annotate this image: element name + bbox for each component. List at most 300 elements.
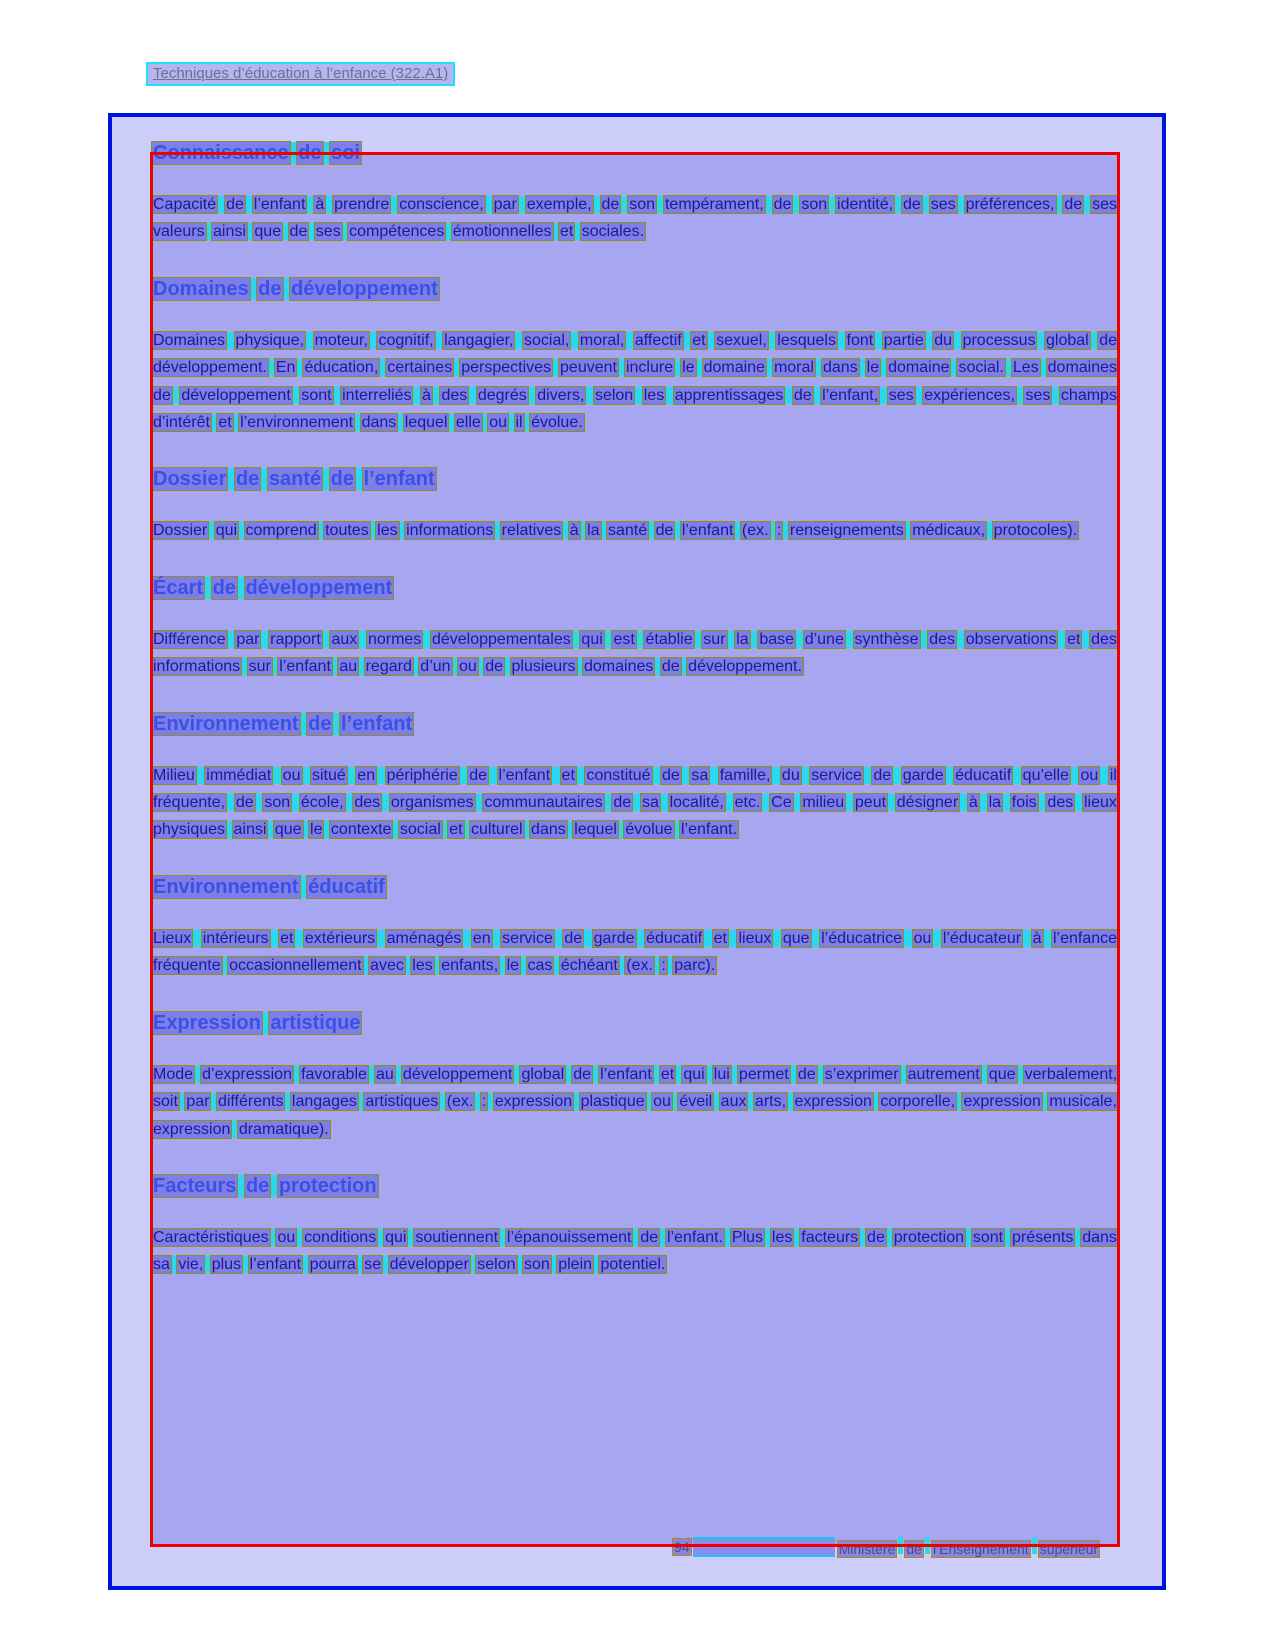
space-highlight [1052,387,1059,404]
word-highlight: degrés [477,386,527,404]
space-highlight [1018,1066,1023,1083]
word-highlight: désigner [896,794,959,812]
word-highlight: sur [703,630,726,648]
glossary-content [151,142,1119,1557]
word-highlight: parc). [674,957,716,975]
space-highlight [888,794,895,811]
word-highlight: Environnement [153,712,299,735]
space-highlight [846,631,853,648]
glossary-definition [151,517,1119,544]
space-highlight [356,468,362,490]
word-highlight: de [1064,196,1083,213]
word-highlight: garde [593,929,635,947]
ministry-label [837,1537,1100,1557]
word-highlight: des [354,794,381,812]
word-highlight: informations [406,522,494,540]
word-highlight: et [449,821,463,839]
word-highlight: domaine [703,359,765,377]
word-highlight: il [1109,766,1117,784]
space-highlight [887,1229,892,1246]
word-highlight: l’environnement [240,414,354,432]
word-highlight: de [773,196,792,213]
space-highlight [586,387,593,404]
word-highlight: Capacité [153,196,217,213]
space-highlight [714,1093,718,1110]
space-highlight [893,767,901,784]
space-highlight [766,196,772,213]
word-highlight: ou [913,929,932,947]
word-highlight: contexte [330,821,392,839]
word-highlight: constitué [586,766,651,784]
word-highlight: favorable [301,1065,367,1083]
word-highlight: éducatif [308,875,385,898]
word-highlight: qui [581,630,603,648]
space-highlight [653,767,661,784]
word-highlight: moral [773,359,814,377]
word-highlight: expression [153,1120,231,1138]
word-highlight: extérieurs [304,929,376,947]
space-highlight [880,387,887,404]
word-highlight: lui [713,1065,730,1083]
word-highlight: interreliés [342,386,412,404]
word-highlight: : [661,957,666,975]
space-highlight [486,196,492,213]
word-highlight: toutes [325,522,369,540]
word-highlight: par [186,1093,210,1111]
word-highlight: permet [738,1065,789,1083]
word-highlight: de [906,1541,922,1557]
word-highlight: ou [653,1093,671,1111]
word-highlight: processus [962,331,1036,349]
word-highlight: l’enfant [249,1256,302,1274]
word-highlight: ainsi [213,223,246,241]
word-highlight: Dossier [153,522,208,540]
word-highlight: de [573,1065,592,1083]
word-highlight: fréquente, [153,794,226,812]
word-highlight: école, [300,794,344,812]
word-highlight: dramatique). [238,1120,329,1138]
footer-tab-highlight [693,1537,835,1557]
space-highlight [292,794,299,811]
word-highlight: et [713,929,727,947]
word-highlight: etc. [734,794,761,812]
word-highlight: moteur, [314,331,368,349]
word-highlight: et [561,766,575,784]
word-highlight: culturel [471,821,523,839]
word-highlight: ainsi [233,821,267,839]
glossary-term [151,140,1119,167]
word-highlight: l’enfant. [680,821,738,839]
word-highlight: l’enfant [363,468,435,491]
word-highlight: dans [531,821,566,839]
word-highlight: ou [282,766,301,784]
word-highlight: des [1091,630,1117,648]
word-highlight: perspectives [461,359,552,377]
space-highlight [666,387,673,404]
space-highlight [1041,359,1046,376]
word-highlight: sociales. [581,223,645,241]
word-highlight: elle [455,414,481,432]
word-highlight: médicaux, [912,522,986,540]
space-highlight [295,930,303,947]
space-highlight [521,957,525,974]
word-highlight: avec [370,957,404,975]
word-highlight: soi [331,142,360,164]
word-highlight: sa [641,794,659,812]
space-highlight [271,930,279,947]
space-highlight [463,930,471,947]
word-highlight: de [226,196,244,213]
word-highlight: et [559,223,574,241]
space-highlight [303,1256,307,1273]
word-highlight: lieux [1083,794,1117,812]
space-highlight [355,414,359,431]
word-highlight: ses [1092,196,1118,213]
word-highlight: Lieux [153,929,192,947]
word-highlight: langagier, [444,331,514,349]
space-highlight [987,522,991,539]
glossary-term [151,711,1119,738]
word-highlight: plusieurs [511,658,576,676]
word-highlight: l’éducatrice [821,929,903,947]
word-highlight: : [776,522,782,540]
word-highlight: de [564,929,583,947]
word-highlight: artistiques [365,1093,439,1111]
word-highlight: et [280,929,294,947]
word-highlight: Ministère [838,1541,896,1557]
word-highlight: moral, [579,331,625,349]
space-highlight [773,930,781,947]
glossary-definition [151,626,1119,681]
space-highlight [980,794,987,811]
word-highlight: à [569,522,579,540]
word-highlight: Environnement [153,875,299,898]
word-highlight: de [258,277,282,300]
word-highlight: expression [794,1093,872,1111]
word-highlight: l’enfant [279,658,331,676]
word-highlight: Mode [153,1065,194,1083]
space-highlight [846,794,853,811]
word-highlight: éveil [679,1093,713,1111]
word-highlight: sa [153,1256,170,1274]
word-highlight: observations [965,630,1057,648]
word-highlight: développementales [431,630,571,648]
space-highlight [726,794,733,811]
word-highlight: échéant [560,957,618,975]
word-highlight: périphérie [386,766,458,784]
glossary-term [151,276,1119,303]
space-highlight [957,631,964,648]
word-highlight: langages [291,1093,357,1111]
word-highlight: expression [494,1093,573,1111]
space-highlight [697,359,702,376]
word-highlight: que [254,223,282,241]
word-highlight: l’enfance [1053,929,1118,947]
word-highlight: dans [1082,1228,1117,1246]
word-highlight: localité, [669,794,724,812]
word-highlight: développement. [153,359,267,377]
word-highlight: garde [902,766,944,784]
space-highlight [489,767,497,784]
word-highlight: développement [402,1065,513,1083]
word-highlight: qui [385,1228,407,1246]
word-highlight: famille, [719,766,771,784]
space-highlight [273,767,281,784]
page-number: 94 [674,1539,690,1555]
word-highlight: font [846,331,874,349]
word-highlight: de [245,1174,270,1197]
word-highlight: aux [331,630,358,648]
space-highlight [303,767,311,784]
word-highlight: que [988,1065,1016,1083]
space-highlight [860,359,865,376]
glossary-definition [151,327,1119,437]
word-highlight: rapport [270,630,321,648]
space-highlight [661,794,668,811]
word-highlight: milieu [802,794,845,812]
word-highlight: Plus [731,1228,764,1246]
word-highlight: sur [248,658,271,676]
word-highlight: des [441,386,468,404]
word-highlight: (ex. [741,522,769,540]
word-highlight: de [469,766,488,784]
word-highlight: social, [524,331,570,349]
word-highlight: de [873,766,892,784]
word-highlight: normes [367,630,422,648]
glossary-definition [151,1224,1119,1279]
word-highlight: social [399,821,441,839]
word-highlight: de [289,223,308,241]
space-highlight [306,332,313,349]
glossary-term [151,575,1119,602]
space-highlight [635,387,642,404]
word-highlight: ou [459,658,477,676]
word-highlight: au [339,658,358,676]
word-highlight: la [988,794,1002,812]
word-highlight: verbalement, [1024,1065,1118,1083]
word-highlight: dans [361,414,397,432]
word-highlight: intérieurs [202,929,269,947]
word-highlight: de [308,712,332,735]
word-highlight: l’épanouissement [506,1228,632,1246]
word-highlight: cognitif, [378,331,434,349]
word-highlight: global [1046,331,1089,349]
word-highlight: d’intérêt [153,414,210,432]
space-highlight [960,794,967,811]
word-highlight: arts, [754,1093,787,1111]
word-highlight: Milieu [153,766,195,784]
space-highlight [423,631,430,648]
word-highlight: par [236,630,260,648]
word-highlight: la [587,522,600,540]
word-highlight: Différence [153,630,226,648]
word-highlight: développer [389,1256,469,1274]
space-highlight [227,794,234,811]
word-highlight: cas [527,957,553,975]
word-highlight: de [867,1228,885,1246]
word-highlight: le [682,359,695,377]
space-highlight [238,577,244,599]
word-highlight: sont [301,386,332,404]
word-highlight: en [472,929,491,947]
word-highlight: lesquels [777,331,836,349]
word-highlight: développement. [688,658,802,676]
space-highlight [925,1537,930,1554]
space-highlight [594,196,600,213]
word-highlight: synthèse [854,630,919,648]
word-highlight: ses [930,196,956,213]
space-highlight [323,468,329,490]
word-highlight: occasionnellement [229,957,362,975]
space-highlight [898,1537,903,1554]
word-highlight: à [315,196,325,213]
word-highlight: de [640,1228,659,1246]
word-highlight: champs [1060,386,1117,404]
space-highlight [772,767,780,784]
glossary-definition [151,191,1119,246]
word-highlight: affectif [634,331,682,349]
word-highlight: facteurs [801,1228,859,1246]
word-highlight: qu’elle [1022,766,1069,784]
word-highlight: soit [153,1093,178,1111]
word-highlight: les [412,957,433,975]
word-highlight: tempérament, [664,196,764,213]
space-highlight [205,577,211,599]
word-highlight: et [218,414,232,432]
space-highlight [1013,767,1021,784]
word-highlight: éducation, [304,359,379,377]
glossary-term [151,1173,1119,1200]
space-highlight [954,332,961,349]
space-highlight [584,930,592,947]
word-highlight: son [523,1256,550,1274]
word-highlight: de [235,468,260,491]
word-highlight: les [643,386,665,404]
word-highlight: lieux [738,929,772,947]
word-highlight: de [903,196,921,213]
word-highlight: santé [607,522,648,540]
word-highlight: ses [315,223,341,241]
word-highlight: (ex. [446,1093,474,1111]
word-highlight: de [661,658,680,676]
word-highlight: qui [683,1065,705,1083]
word-highlight: domaines [583,658,654,676]
word-highlight: Connaissance [153,142,289,164]
word-highlight: de [485,658,504,676]
word-highlight: qui [215,522,238,540]
space-highlight [377,767,385,784]
word-highlight: par [493,196,517,213]
space-highlight [812,930,820,947]
word-highlight: sexuel, [716,331,767,349]
space-highlight [904,930,912,947]
word-highlight: Domaines [153,277,249,300]
word-highlight: fois [1011,794,1037,812]
word-highlight: physiques [153,821,226,839]
glossary-definition [151,1061,1119,1143]
word-highlight: renseignements [789,522,904,540]
space-highlight [1075,794,1082,811]
word-highlight: social. [958,359,1004,377]
word-highlight: Caractéristiques [153,1228,269,1246]
word-highlight: fréquente [153,957,221,975]
space-highlight [377,930,385,947]
word-highlight: d’un [420,658,451,676]
word-highlight: base [759,630,795,648]
space-highlight [1044,930,1052,947]
space-highlight [574,1093,578,1110]
word-highlight: protection [893,1228,964,1246]
word-highlight: émotionnelles [452,223,552,241]
glossary-term [151,874,1119,901]
glossary-sections [151,140,1119,1279]
word-highlight: ou [277,1228,296,1246]
word-highlight: vie, [178,1256,204,1274]
space-highlight [383,1256,387,1273]
word-highlight: selon [594,386,634,404]
space-highlight [359,631,366,648]
word-highlight: service [811,766,862,784]
word-highlight: de [662,766,680,784]
space-highlight [261,468,267,490]
word-highlight: l’enfant [681,522,734,540]
word-highlight: santé [268,468,322,491]
word-highlight: l’enfant [600,1065,652,1083]
page-footer [672,1537,1100,1557]
word-highlight: différents [217,1093,284,1111]
word-highlight: de [601,196,620,213]
space-highlight [796,631,803,648]
word-highlight: potentiel. [600,1256,666,1274]
word-highlight: développement [291,277,438,300]
word-highlight: son [264,794,291,812]
word-highlight: de [797,1065,816,1083]
word-highlight: préférences, [965,196,1055,213]
space-highlight [626,332,633,349]
word-highlight: de [1099,331,1118,349]
word-highlight: présents [1011,1228,1074,1246]
word-highlight: situé [312,766,346,784]
word-highlight: divers, [537,386,585,404]
space-highlight [243,1256,247,1273]
word-highlight: développement [181,386,291,404]
space-highlight [1100,767,1108,784]
word-highlight: peut [854,794,887,812]
word-highlight: est [613,630,635,648]
space-highlight [571,332,578,349]
word-highlight: évolue. [531,414,583,432]
word-highlight: établie [645,630,693,648]
word-highlight: au [376,1065,394,1083]
word-highlight: ses [888,386,914,404]
word-highlight: le [310,821,323,839]
word-highlight: lequel [404,414,448,432]
word-highlight: l’enfant [498,766,551,784]
word-highlight: que [274,821,302,839]
word-highlight: du [934,331,953,349]
document-header-title: Techniques d’éducation à l’enfance (322.A1) [146,62,455,86]
word-highlight: la [736,630,749,648]
space-highlight [227,821,231,838]
word-highlight: Les [1012,359,1039,377]
word-highlight: partie [883,331,924,349]
word-highlight: inclure [625,359,674,377]
word-highlight: conditions [304,1228,377,1246]
word-highlight: et [660,1065,675,1083]
space-highlight [633,794,640,811]
word-highlight: le [866,359,880,377]
word-highlight: Facteurs [153,1174,237,1197]
